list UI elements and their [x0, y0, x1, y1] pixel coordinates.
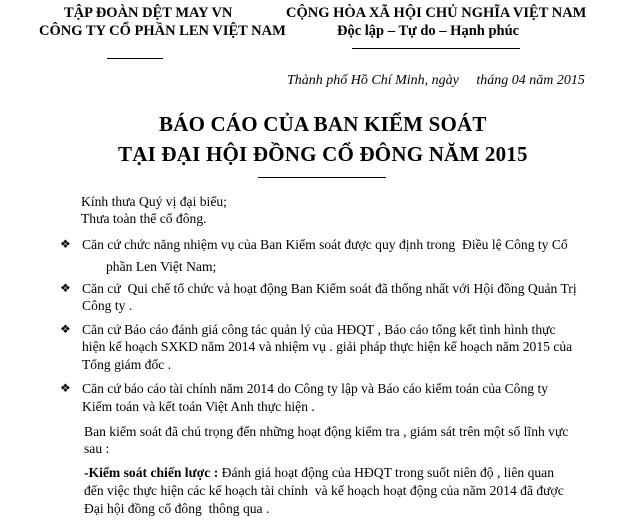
diamond-bullet-icon: ❖ — [60, 322, 71, 336]
strategy-line1 — [84, 464, 554, 481]
company-name: CÔNG TY CỔ PHẦN LEN VIỆT NAM — [39, 23, 286, 39]
bullet-2-line2: Công ty . — [82, 298, 133, 313]
supervision-line2: sau : — [84, 441, 110, 456]
greeting-line2: Thưa toàn thể cổ đông. — [81, 211, 207, 226]
strategy-heading: -Kiểm soát chiến lược : — [84, 465, 219, 480]
bullet-4-line2: Kiểm toán và kết toán Việt Anh thực hiện . — [82, 399, 315, 414]
bullet-3-line3: Tổng giám đốc . — [82, 357, 172, 372]
strategy-line1-text: Đánh giá hoạt động của HĐQT trong suốt niên độ , liên quan — [218, 465, 554, 480]
national-title: CỘNG HÒA XÃ HỘI CHỦ NGHĨA VIỆT NAM — [286, 5, 587, 21]
bullet-2-line1: Căn cứ Qui chế tổ chức và hoạt động Ban Kiểm soát đã thống nhất với Hội đồng Quản Trị — [82, 281, 577, 296]
bullet-3-line2: hiện kế hoạch SXKD năm 2014 và nhiệm vụ . giải pháp thực hiện kế hoạch năm 2015 của — [82, 339, 573, 354]
bullet-4-line1: Căn cứ báo cáo tài chính năm 2014 do Công ty lập và Báo cáo kiểm toán của Công ty — [82, 381, 549, 396]
supervision-line1: Ban kiểm soát đã chú trọng đến những hoạt động kiểm tra , giám sát trên một số lĩnh vực — [84, 424, 569, 439]
right-header-rule — [352, 48, 520, 49]
company-group-name: TẬP ĐOÀN DỆT MAY VN — [64, 5, 233, 21]
strategy-line3: Đại hội đồng cổ đông thông qua . — [84, 501, 270, 516]
national-motto: Độc lập – Tự do – Hạnh phúc — [337, 23, 520, 39]
diamond-bullet-icon: ❖ — [60, 281, 71, 295]
date-line: Thành phố Hồ Chí Minh, ngày tháng 04 năm 2015 — [287, 73, 585, 88]
bullet-1-line2: phần Len Việt Nam; — [106, 259, 217, 274]
bullet-1-line1: Căn cứ chức năng nhiệm vụ của Ban Kiểm soát được quy định trong Điều lệ Công ty Cổ — [82, 237, 568, 252]
diamond-bullet-icon: ❖ — [60, 237, 71, 251]
title-rule — [258, 177, 386, 178]
left-header-rule — [107, 58, 163, 59]
report-title-line2: TẠI ĐẠI HỘI ĐỒNG CỔ ĐÔNG NĂM 2015 — [118, 142, 528, 166]
strategy-line2: đến việc thực hiện các kế hoạch tài chính và kế hoạch hoạt động của năm 2014 đã được — [84, 483, 564, 498]
greeting-line1: Kính thưa Quý vị đại biểu; — [81, 194, 227, 209]
report-title-line1: BÁO CÁO CỦA BAN KIỂM SOÁT — [159, 112, 487, 136]
bullet-3-line1: Căn cứ Báo cáo đánh giá công tác quản lý của HĐQT , Báo cáo tổng kết tình hình thực — [82, 322, 556, 337]
diamond-bullet-icon: ❖ — [60, 381, 71, 395]
